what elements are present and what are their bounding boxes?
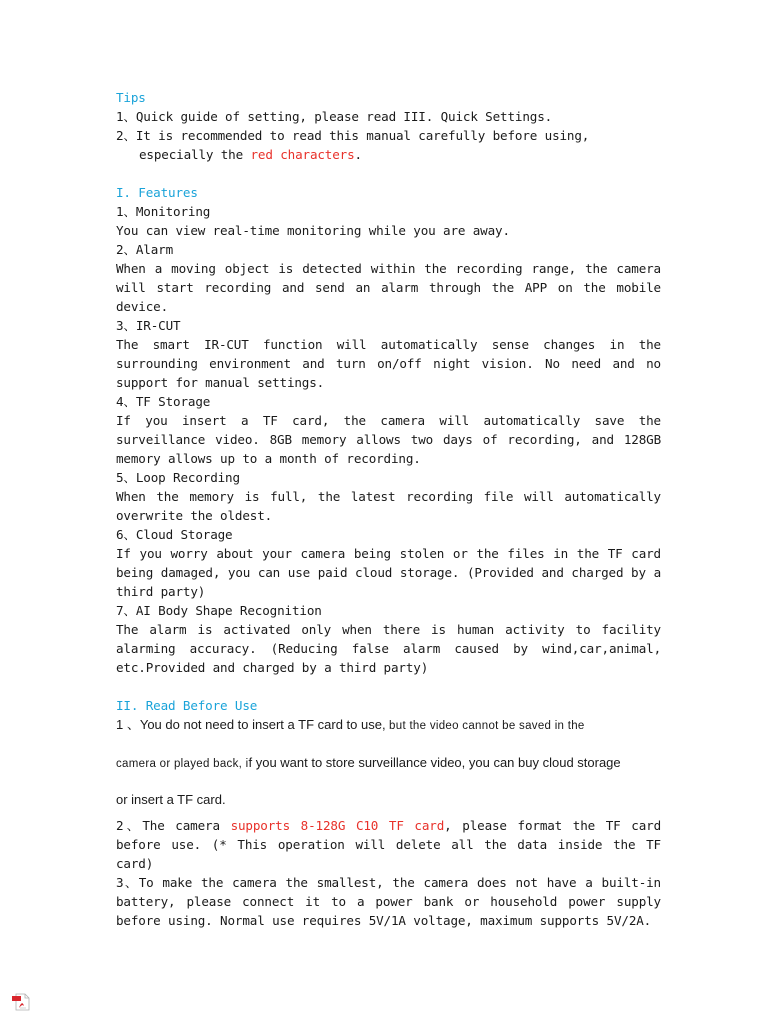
item-1-part-c: camera or played back, i: [116, 757, 249, 770]
feature-title: 5、Loop Recording: [116, 470, 240, 485]
tf-card-support-text: supports 8-128G C10 TF card: [230, 818, 445, 833]
feature-title: 6、Cloud Storage: [116, 527, 233, 542]
tips-line-3-post: .: [354, 147, 362, 162]
feature-text: If you insert a TF card, the camera will automatically save the surveillance video. 8GB memory allows two days of recording, and 128GB memory allows up to a month of recording.: [116, 413, 661, 466]
item-1-line-3: [116, 790, 661, 816]
feature-title: 2、Alarm: [116, 242, 174, 257]
read-before-use-item-2: [116, 816, 661, 873]
feature-text: When the memory is full, the latest recording file will automatically overwrite the oldest.: [116, 489, 661, 523]
item-1-part-e: or insert a TF card.: [116, 792, 226, 807]
feature-text: The alarm is activated only when there is human activity to facility alarming accuracy. (Reducing false alarm caused by wind,car,animal, etc.Provided and charged by a third party): [116, 622, 661, 675]
item-2-post: , please format the TF card before use. (* This operation will delete all the data inside the TF card): [116, 818, 661, 871]
item-1-part-b: but the video cannot be saved in the: [385, 720, 585, 732]
feature-text: If you worry about your camera being stolen or the files in the TF card being damaged, you can use paid cloud storage. (Provided and charged by a third party): [116, 546, 661, 599]
tips-line-3: [116, 145, 661, 164]
feature-text: When a moving object is detected within the recording range, the camera will start recording and send an alarm through the APP on the mobile device.: [116, 261, 661, 314]
feature-title: 4、TF Storage: [116, 394, 211, 409]
spacer: [116, 164, 661, 183]
pdf-icon: [11, 993, 31, 1011]
read-before-use-item-3: 3、To make the camera the smallest, the camera does not have a built-in battery, please connect it to a power bank or household power supply before using. Normal use requires 5V/1A voltage, maximum supports 5V/2A.: [116, 875, 661, 928]
read-before-use-item-1: [116, 715, 661, 816]
tips-heading: Tips: [116, 90, 146, 105]
tips-line-1: 1、Quick guide of setting, please read III. Quick Settings.: [116, 109, 553, 124]
item-1-line-2: [116, 753, 661, 791]
features-heading: I. Features: [116, 185, 198, 200]
document-content: [116, 88, 661, 930]
item-1-part-a: 1 、You do not need to insert a TF card to use,: [116, 717, 386, 732]
spacer: [116, 677, 661, 696]
item-2-pre: 2、The camera: [116, 818, 231, 833]
feature-title: 7、AI Body Shape Recognition: [116, 603, 322, 618]
tips-line-2: 2、It is recommended to read this manual carefully before using,: [116, 128, 590, 143]
feature-title: 1、Monitoring: [116, 204, 211, 219]
item-1-part-d: f you want to store surveillance video, you can buy cloud storage: [248, 754, 621, 770]
feature-title: 3、IR-CUT: [116, 318, 181, 333]
feature-text: The smart IR-CUT function will automatically sense changes in the surrounding environment and turn on/off night vision. No need and no support for manual settings.: [116, 337, 661, 390]
red-characters-text: red characters: [250, 147, 355, 162]
read-before-use-heading: II. Read Before Use: [116, 698, 258, 713]
item-1-line-1: [116, 715, 661, 753]
feature-text: You can view real-time monitoring while you are away.: [116, 223, 510, 238]
tips-line-3-pre: especially the: [139, 147, 251, 162]
